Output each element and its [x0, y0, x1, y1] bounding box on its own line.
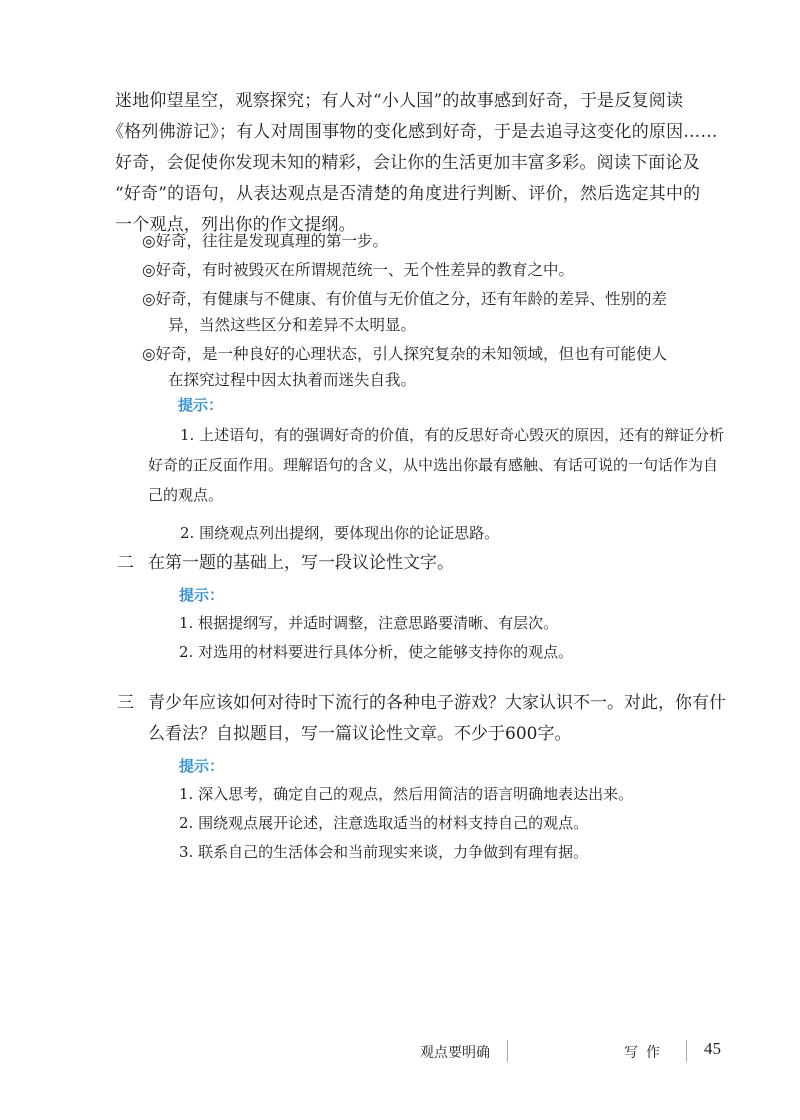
exercise-number: 二: [117, 553, 134, 573]
quote-line: ◎好奇，往往是发现真理的第一步。: [142, 232, 389, 250]
quote-list: [142, 228, 732, 393]
quote-line-continued: 在探究过程中因太执着而迷失自我。: [168, 371, 417, 389]
intro-line: 迷地仰望星空，观察探究；有人对“小人国”的故事感到好奇，于是反复阅读: [115, 91, 684, 111]
exercise-question: [117, 548, 727, 579]
hint-item: 3. 联系自己的生活体会和当前现实来谈，力争做到有理有据。: [179, 843, 589, 861]
intro-line: 好奇，会促使你发现未知的精彩，会让你的生活更加丰富多彩。阅读下面论及: [115, 153, 700, 173]
page-footer: [0, 1038, 800, 1068]
hint-label: 提示：: [178, 396, 224, 414]
exercise-number: 三: [117, 693, 134, 713]
hint-item: 2. 对选用的材料要进行具体分析，使之能够支持你的观点。: [179, 643, 574, 661]
hint-item: 2. 围绕观点列出提纲，要体现出你的论证思路。: [180, 524, 500, 542]
quote-item: [142, 341, 732, 393]
footer-section-title: 写作: [624, 1045, 668, 1061]
page-number: 45: [704, 1039, 721, 1058]
exercise-2: [117, 548, 727, 667]
intro-line: “好奇”的语句，从表达观点是否清楚的角度进行判断、评价，然后选定其中的: [115, 184, 701, 204]
exercise-text: 青少年应该如何对待时下流行的各种电子游戏？大家认识不一。对此，你有什么看法？自拟题目，写一篇议论性文章。不少于600字。: [148, 693, 726, 744]
quote-line: ◎好奇，是一种良好的心理状态，引人探究复杂的未知领域，但也有可能使人: [142, 345, 668, 363]
hint-item: 2. 围绕观点展开论述，注意选取适当的材料支持自己的观点。: [179, 814, 589, 832]
intro-paragraph: [107, 86, 725, 241]
hints-section-1: [148, 392, 728, 548]
quote-line-continued: 异，当然这些区分和差异不太明显。: [168, 316, 417, 334]
hint-item: 1. 深入思考，确定自己的观点，然后用简洁的语言明确地表达出来。: [179, 785, 634, 803]
quote-item: [142, 286, 732, 338]
exercise-question: [117, 688, 727, 750]
footer-divider: [686, 1040, 687, 1062]
quote-line: ◎好奇，有时被毁灭在所谓规范统一、无个性差异的教育之中。: [142, 261, 575, 279]
hint-item: 1. 上述语句，有的强调好奇的价值，有的反思好奇心毁灭的原因，还有的辩证分析好奇的正反面作用。理解语句的含义，从中选出你最有感触、有话可说的一句话作为自己的观点。: [148, 426, 725, 504]
intro-line: 《格列佛游记》；有人对周围事物的变化感到好奇，于是去追寻这变化的原因……: [107, 122, 718, 142]
exercise-3: [117, 688, 727, 867]
hint-label: 提示：: [179, 757, 225, 775]
quote-line: ◎好奇，有健康与不健康、有价值与无价值之分，还有年龄的差异、性别的差: [142, 290, 668, 308]
hint-item: 1. 根据提纲写，并适时调整，注意思路要清晰、有层次。: [179, 614, 559, 632]
quote-item: [142, 228, 732, 254]
hint-label: 提示：: [179, 586, 225, 604]
exercise-text: 在第一题的基础上，写一段议论性文字。: [148, 553, 454, 573]
hints-section-3: [117, 753, 727, 867]
footer-divider: [507, 1040, 508, 1062]
hints-section-2: [117, 582, 727, 667]
footer-chapter-title: 观点要明确: [420, 1045, 490, 1061]
quote-item: [142, 257, 732, 283]
intro-line: 一个观点，列出你的作文提纲。: [115, 215, 356, 235]
